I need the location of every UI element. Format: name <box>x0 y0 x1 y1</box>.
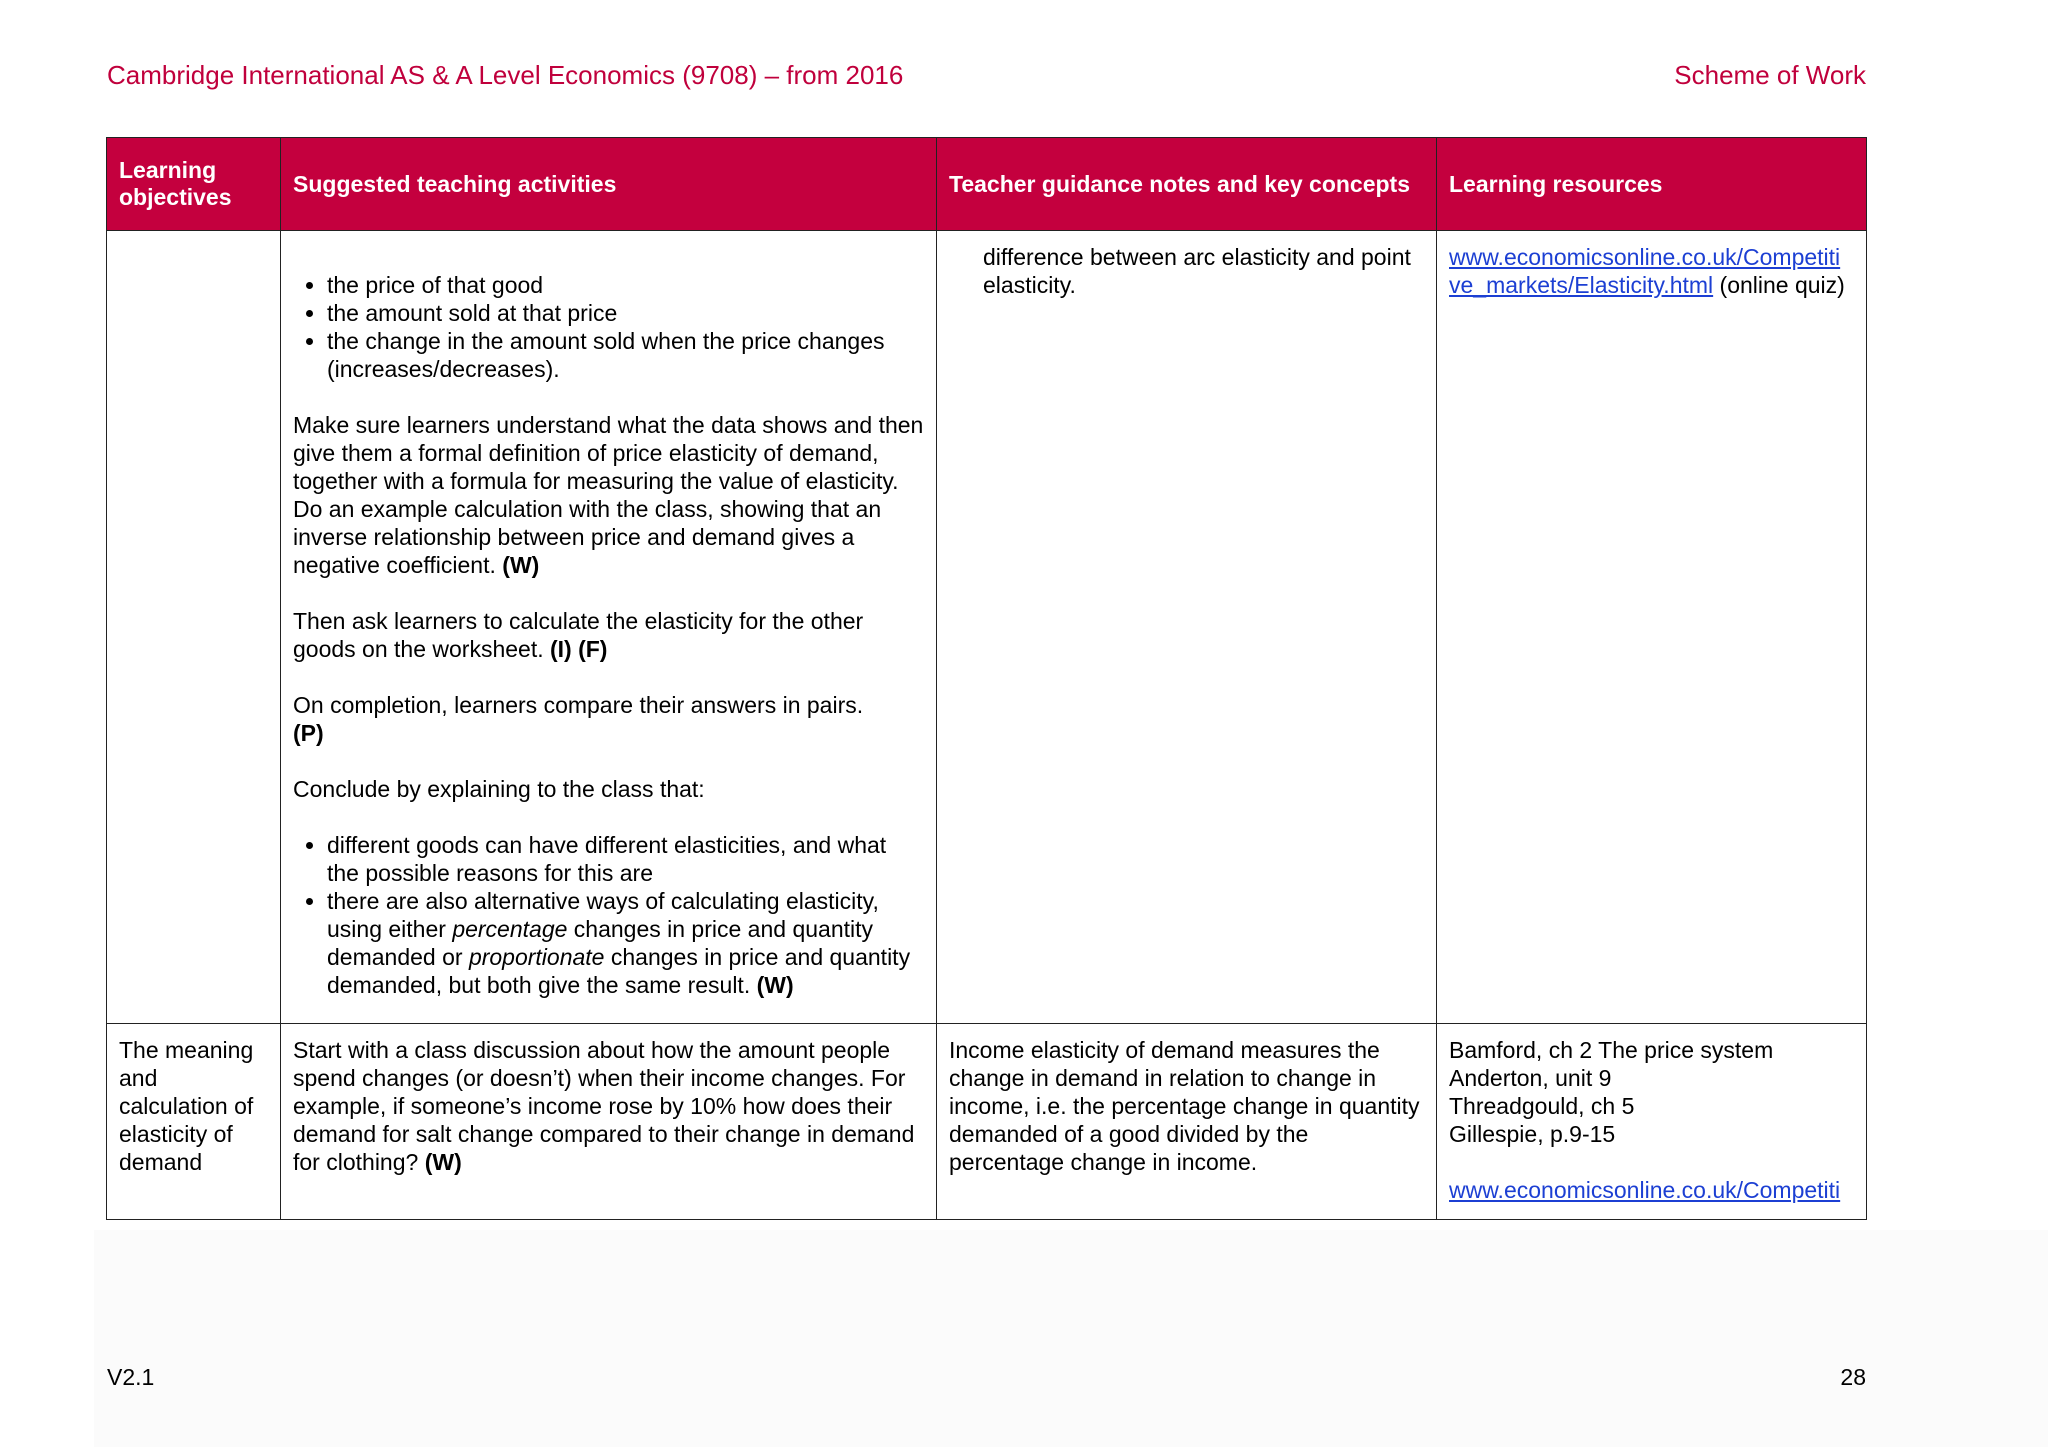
resource-link[interactable]: www.economicsonline.co.uk/Competiti <box>1449 1177 1841 1203</box>
activity-paragraph: Then ask learners to calculate the elasticity for the other goods on the worksheet. (I) (F) <box>293 608 864 662</box>
resource-note: (online quiz) <box>1713 272 1845 298</box>
resource-item: Threadgould, ch 5 <box>1449 1093 1635 1119</box>
resource-link[interactable]: ve_markets/Elasticity.html <box>1449 272 1714 298</box>
list-item: • different goods can have different elasticities, and what the possible reasons for this are <box>327 831 924 887</box>
resource-item: Bamford, ch 2 The price system <box>1449 1037 1774 1063</box>
objectives-cell: The meaning and calculation of elasticity of demand <box>107 1024 281 1220</box>
conclusion-list <box>293 831 924 999</box>
resources-cell <box>1437 231 1867 1024</box>
table-row <box>107 231 1867 1024</box>
guidance-cell: Income elasticity of demand measures the change in demand in relation to change in income, i.e. the percentage change in quantity demanded of a good divided by the percentage change in income. <box>937 1024 1437 1220</box>
list-item: • the price of that good <box>327 271 924 299</box>
activity-paragraph: Start with a class discussion about how the amount people spend changes (or doesn’t) when their income changes. For example, if someone’s income rose by 10% how does their demand for salt change compared to their change in demand for clothing? (W) <box>293 1037 915 1175</box>
table-header-row <box>107 138 1867 231</box>
scheme-of-work-table <box>106 137 1867 1220</box>
table-row <box>107 1024 1867 1220</box>
list-item: • there are also alternative ways of calculating elasticity, using either percentage changes in price and quantity demanded or proportionate changes in price and quantity demanded, but both give the same result. (W) <box>327 887 924 999</box>
objectives-cell <box>107 231 281 1024</box>
version-label: V2.1 <box>107 1364 155 1390</box>
activity-type-tag: (I) (F) <box>550 636 608 662</box>
data-points-list <box>293 271 924 383</box>
resources-cell <box>1437 1024 1867 1220</box>
column-header-teaching-activities: Suggested teaching activities <box>281 138 937 231</box>
activity-type-tag: (P) <box>293 720 324 746</box>
activity-paragraph: Conclude by explaining to the class that: <box>293 776 705 802</box>
column-header-learning-objectives: Learning objectives <box>107 138 281 231</box>
activity-type-tag: (W) <box>424 1149 462 1175</box>
guidance-cell <box>937 231 1437 1024</box>
document-type-label: Scheme of Work <box>1674 60 1866 90</box>
page-lower-background <box>94 1230 2048 1447</box>
document-title: Cambridge International AS & A Level Economics (9708) – from 2016 <box>107 60 904 90</box>
list-item: • the change in the amount sold when the price changes (increases/decreases). <box>327 327 924 383</box>
column-header-learning-resources: Learning resources <box>1437 138 1867 231</box>
page-number: 28 <box>1840 1364 1866 1390</box>
column-header-guidance-notes: Teacher guidance notes and key concepts <box>937 138 1437 231</box>
activities-cell <box>281 231 937 1024</box>
resource-item: Gillespie, p.9-15 <box>1449 1121 1616 1147</box>
guidance-text: difference between arc elasticity and point elasticity. <box>983 244 1411 298</box>
activity-paragraph: On completion, learners compare their answers in pairs. (P) <box>293 692 864 746</box>
activity-type-tag: (W) <box>756 972 794 998</box>
activities-cell <box>281 1024 937 1220</box>
list-item: • the amount sold at that price <box>327 299 924 327</box>
resource-link[interactable]: www.economicsonline.co.uk/Competiti <box>1449 244 1841 270</box>
activity-type-tag: (W) <box>502 552 540 578</box>
resource-item: Anderton, unit 9 <box>1449 1065 1612 1091</box>
activity-paragraph: Make sure learners understand what the data shows and then give them a formal definition of price elasticity of demand, together with a formula for measuring the value of elasticity. Do an example calculation with the class, showing that an inverse relationship between price and demand gives a negative coefficient. (W) <box>293 412 924 578</box>
